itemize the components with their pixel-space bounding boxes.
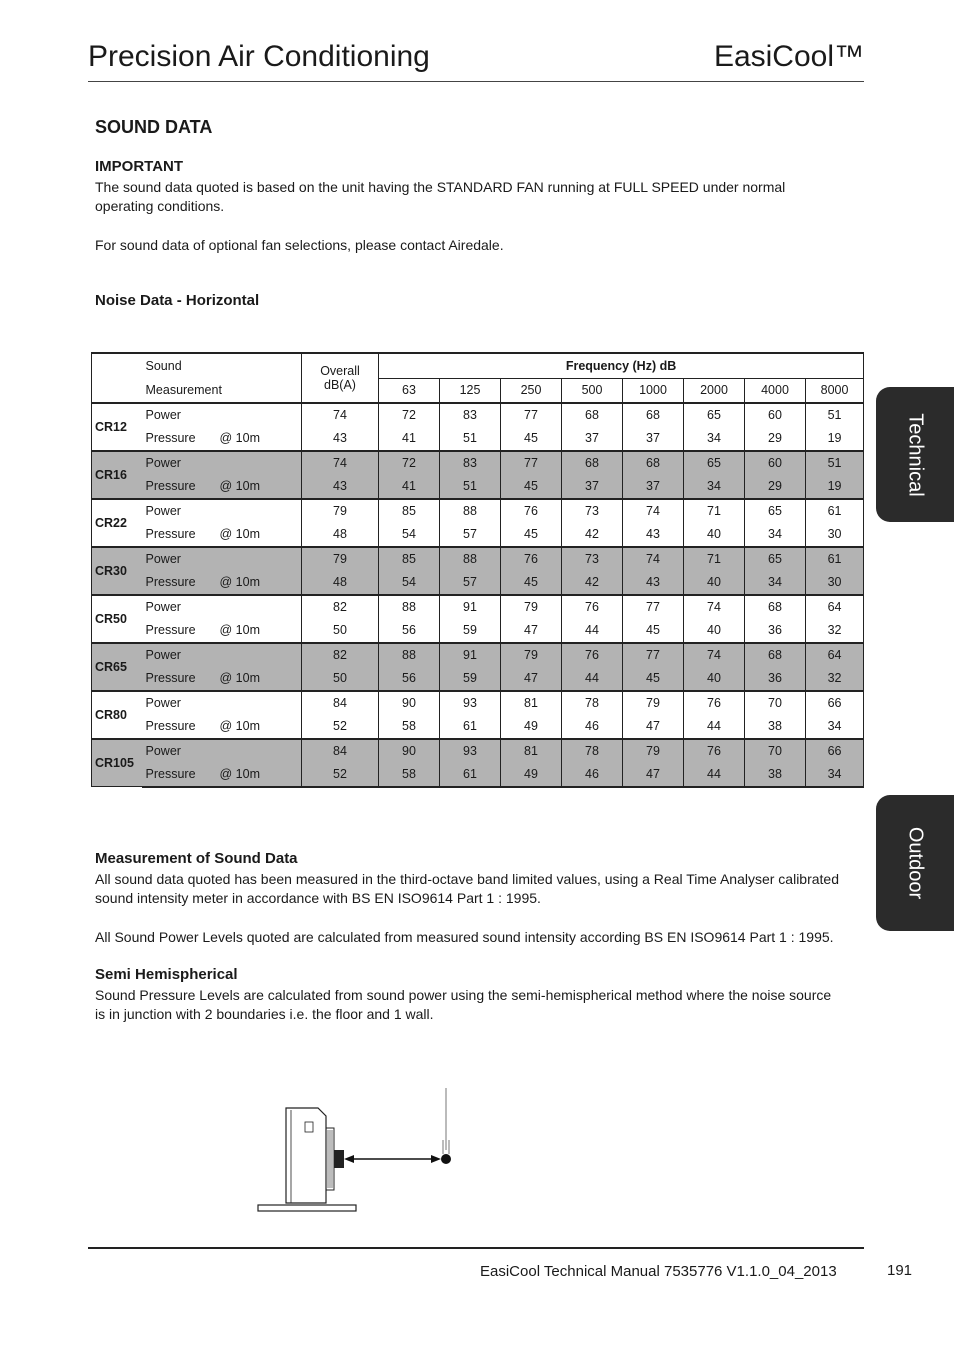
frequency-value: 91: [440, 643, 501, 667]
arrow-head-left: [344, 1155, 354, 1163]
frequency-value: 41: [379, 427, 440, 451]
frequency-value: 49: [501, 715, 562, 739]
pressure-label: Pressure: [145, 431, 196, 445]
frequency-value: 61: [806, 499, 864, 523]
model-label: CR22: [92, 499, 142, 547]
footer-divider: [88, 1247, 864, 1249]
frequency-value: 51: [806, 403, 864, 427]
frequency-value: 34: [745, 523, 806, 547]
model-label: CR12: [92, 403, 142, 451]
frequency-value: 73: [562, 547, 623, 571]
frequency-value: 85: [379, 547, 440, 571]
frequency-value: 77: [623, 595, 684, 619]
overall-value: 52: [302, 715, 379, 739]
power-label: Power: [145, 408, 181, 422]
table-row: [92, 763, 864, 787]
power-label: Power: [145, 552, 181, 566]
frequency-value: 44: [562, 667, 623, 691]
frequency-value: 79: [501, 595, 562, 619]
frequency-value: 74: [623, 499, 684, 523]
distance-label: @ 10m: [219, 767, 260, 781]
model-label: CR50: [92, 595, 142, 643]
overall-value: 74: [302, 451, 379, 475]
frequency-value: 46: [562, 715, 623, 739]
model-label: CR105: [92, 739, 142, 787]
table-row: [92, 427, 864, 451]
frequency-value: 60: [745, 451, 806, 475]
frequency-value: 29: [745, 475, 806, 499]
frequency-value: 90: [379, 739, 440, 763]
frequency-value: 88: [440, 499, 501, 523]
pressure-label: Pressure: [145, 527, 196, 541]
frequency-header-cell: 63: [379, 378, 440, 403]
semi-line-2: is in junction with 2 boundaries i.e. the floor and 1 wall.: [95, 1006, 434, 1022]
semi-line-1: Sound Pressure Levels are calculated from sound power using the semi-hemispherical method where the noise source: [95, 987, 832, 1003]
distance-label: @ 10m: [219, 479, 260, 493]
table-row: [92, 595, 864, 619]
frequency-value: 91: [440, 595, 501, 619]
frequency-value: 65: [684, 451, 745, 475]
distance-label: @ 10m: [219, 431, 260, 445]
frequency-value: 70: [745, 691, 806, 715]
table-row: [92, 691, 864, 715]
frequency-value: 36: [745, 619, 806, 643]
overall-value: 84: [302, 739, 379, 763]
frequency-value: 81: [501, 739, 562, 763]
tab-technical-label: Technical: [904, 412, 927, 497]
frequency-value: 78: [562, 739, 623, 763]
important-text: [95, 178, 865, 216]
microphone-icon: [441, 1154, 451, 1164]
important-line-1: The sound data quoted is based on the unit having the STANDARD FAN running at FULL SPEED under normal: [95, 179, 786, 195]
power-measurement-cell: [142, 403, 302, 427]
distance-label: @ 10m: [219, 575, 260, 589]
frequency-value: 43: [623, 523, 684, 547]
page-number: 191: [887, 1262, 913, 1279]
frequency-value: 47: [501, 667, 562, 691]
pressure-label: Pressure: [145, 575, 196, 589]
frequency-value: 93: [440, 739, 501, 763]
frequency-value: 90: [379, 691, 440, 715]
overall-value: 50: [302, 619, 379, 643]
page-header-brand: EasiCool™: [713, 40, 864, 73]
frequency-value: 45: [623, 667, 684, 691]
measurement-power-text: All Sound Power Levels quoted are calculated from measured sound intensity according BS EN ISO9614 Part 1 : 1995.: [95, 929, 834, 945]
section-title: SOUND DATA: [95, 117, 213, 137]
frequency-header-cell: 8000: [806, 378, 864, 403]
condenser-unit: [286, 1108, 344, 1203]
frequency-header-cell: 2000: [684, 378, 745, 403]
frequency-value: 40: [684, 619, 745, 643]
measurement-label: Measurement: [142, 378, 302, 403]
frequency-value: 78: [562, 691, 623, 715]
overall-label-1: Overall: [320, 363, 360, 378]
semi-hemispherical-heading: Semi Hemispherical: [95, 966, 238, 983]
power-label: Power: [145, 504, 181, 518]
table-row: [92, 403, 864, 427]
frequency-value: 76: [562, 643, 623, 667]
power-measurement-cell: [142, 451, 302, 475]
frequency-value: 40: [684, 571, 745, 595]
frequency-value: 68: [562, 451, 623, 475]
frequency-value: 79: [623, 739, 684, 763]
frequency-value: 79: [623, 691, 684, 715]
frequency-value: 47: [501, 619, 562, 643]
frequency-value: 36: [745, 667, 806, 691]
page-header-title: Precision Air Conditioning: [88, 40, 430, 73]
frequency-value: 65: [745, 547, 806, 571]
frequency-value: 45: [501, 427, 562, 451]
overall-value: 82: [302, 643, 379, 667]
pressure-label: Pressure: [145, 719, 196, 733]
sound-label: Sound: [142, 353, 302, 378]
pressure-measurement-cell: [142, 475, 302, 499]
frequency-value: 29: [745, 427, 806, 451]
frequency-value: 68: [623, 451, 684, 475]
power-measurement-cell: [142, 739, 302, 763]
frequency-value: 59: [440, 619, 501, 643]
frequency-value: 30: [806, 571, 864, 595]
table-row: [92, 667, 864, 691]
frequency-value: 59: [440, 667, 501, 691]
frequency-value: 54: [379, 523, 440, 547]
power-measurement-cell: [142, 643, 302, 667]
frequency-value: 47: [623, 715, 684, 739]
measurement-text: [95, 870, 875, 908]
frequency-header-cell: 500: [562, 378, 623, 403]
frequency-value: 19: [806, 427, 864, 451]
model-label: CR16: [92, 451, 142, 499]
pressure-label: Pressure: [145, 623, 196, 637]
frequency-value: 49: [501, 763, 562, 787]
model-label: CR80: [92, 691, 142, 739]
semi-hemispherical-diagram: [250, 1080, 470, 1220]
frequency-value: 32: [806, 619, 864, 643]
frequency-value: 88: [379, 643, 440, 667]
frequency-value: 93: [440, 691, 501, 715]
frequency-value: 46: [562, 763, 623, 787]
table-row: [92, 523, 864, 547]
frequency-value: 34: [806, 763, 864, 787]
frequency-value: 47: [623, 763, 684, 787]
noise-data-heading: Noise Data - Horizontal: [95, 292, 260, 309]
pressure-measurement-cell: [142, 523, 302, 547]
frequency-value: 81: [501, 691, 562, 715]
frequency-value: 76: [684, 691, 745, 715]
model-label: CR65: [92, 643, 142, 691]
frequency-header-cell: 125: [440, 378, 501, 403]
table-row: [92, 475, 864, 499]
frequency-value: 19: [806, 475, 864, 499]
frequency-value: 66: [806, 739, 864, 763]
frequency-value: 34: [806, 715, 864, 739]
frequency-value: 45: [501, 475, 562, 499]
frequency-value: 64: [806, 643, 864, 667]
pressure-measurement-cell: [142, 715, 302, 739]
pressure-label: Pressure: [145, 479, 196, 493]
semi-hemispherical-text: [95, 986, 875, 1024]
frequency-header-cell: 1000: [623, 378, 684, 403]
header-divider: [88, 81, 864, 82]
frequency-value: 45: [623, 619, 684, 643]
frequency-value: 65: [684, 403, 745, 427]
frequency-value: 72: [379, 451, 440, 475]
frequency-value: 37: [623, 475, 684, 499]
frequency-value: 64: [806, 595, 864, 619]
power-measurement-cell: [142, 691, 302, 715]
frequency-value: 79: [501, 643, 562, 667]
floor-slab: [258, 1205, 356, 1211]
overall-value: 82: [302, 595, 379, 619]
power-label: Power: [145, 696, 181, 710]
frequency-value: 34: [684, 475, 745, 499]
frequency-value: 38: [745, 763, 806, 787]
frequency-header: Frequency (Hz) dB: [379, 353, 864, 378]
measurement-line-2: sound intensity meter in accordance with BS EN ISO9614 Part 1 : 1995.: [95, 890, 541, 906]
power-label: Power: [145, 600, 181, 614]
frequency-value: 57: [440, 523, 501, 547]
frequency-value: 68: [745, 595, 806, 619]
frequency-value: 51: [806, 451, 864, 475]
frequency-value: 77: [623, 643, 684, 667]
frequency-value: 44: [684, 715, 745, 739]
frequency-value: 37: [562, 475, 623, 499]
overall-label-2: dB(A): [324, 377, 356, 392]
frequency-value: 42: [562, 571, 623, 595]
frequency-value: 88: [379, 595, 440, 619]
frequency-header-cell: 250: [501, 378, 562, 403]
frequency-value: 71: [684, 499, 745, 523]
distance-label: @ 10m: [219, 671, 260, 685]
frequency-value: 85: [379, 499, 440, 523]
pressure-measurement-cell: [142, 427, 302, 451]
frequency-value: 54: [379, 571, 440, 595]
overall-value: 50: [302, 667, 379, 691]
frequency-value: 42: [562, 523, 623, 547]
important-line-2: operating conditions.: [95, 198, 225, 214]
frequency-value: 58: [379, 763, 440, 787]
frequency-value: 74: [684, 595, 745, 619]
frequency-value: 88: [440, 547, 501, 571]
important-contact-text: For sound data of optional fan selections, please contact Airedale.: [95, 237, 504, 253]
frequency-value: 68: [745, 643, 806, 667]
frequency-value: 37: [562, 427, 623, 451]
frequency-value: 56: [379, 667, 440, 691]
frequency-value: 40: [684, 667, 745, 691]
distance-label: @ 10m: [219, 527, 260, 541]
table-row: [92, 571, 864, 595]
frequency-value: 77: [501, 403, 562, 427]
frequency-value: 70: [745, 739, 806, 763]
overall-value: 84: [302, 691, 379, 715]
frequency-value: 71: [684, 547, 745, 571]
overall-value: 43: [302, 427, 379, 451]
measurement-heading: Measurement of Sound Data: [95, 850, 298, 867]
table-row: [92, 451, 864, 475]
frequency-value: 76: [501, 499, 562, 523]
overall-value: 79: [302, 547, 379, 571]
power-label: Power: [145, 648, 181, 662]
distance-label: @ 10m: [219, 719, 260, 733]
tab-outdoor-label: Outdoor: [904, 826, 927, 900]
arrow-head-right: [431, 1155, 441, 1163]
frequency-value: 44: [562, 619, 623, 643]
frequency-value: 45: [501, 571, 562, 595]
tab-outdoor[interactable]: [876, 795, 954, 931]
power-label: Power: [145, 744, 181, 758]
frequency-value: 74: [623, 547, 684, 571]
frequency-value: 57: [440, 571, 501, 595]
frequency-value: 83: [440, 403, 501, 427]
table-row: [92, 643, 864, 667]
overall-value: 74: [302, 403, 379, 427]
frequency-value: 44: [684, 763, 745, 787]
pressure-measurement-cell: [142, 667, 302, 691]
frequency-value: 51: [440, 475, 501, 499]
frequency-value: 58: [379, 715, 440, 739]
overall-value: 52: [302, 763, 379, 787]
frequency-value: 43: [623, 571, 684, 595]
pressure-measurement-cell: [142, 571, 302, 595]
table-row: [92, 619, 864, 643]
table-row: [92, 739, 864, 763]
pressure-measurement-cell: [142, 763, 302, 787]
frequency-value: 76: [684, 739, 745, 763]
table-row: [92, 499, 864, 523]
frequency-value: 60: [745, 403, 806, 427]
noise-data-table: [91, 352, 864, 788]
frequency-value: 40: [684, 523, 745, 547]
frequency-value: 37: [623, 427, 684, 451]
overall-value: 48: [302, 571, 379, 595]
overall-value: 43: [302, 475, 379, 499]
table-corner: [92, 353, 142, 403]
power-measurement-cell: [142, 499, 302, 523]
frequency-value: 73: [562, 499, 623, 523]
frequency-value: 34: [745, 571, 806, 595]
frequency-value: 65: [745, 499, 806, 523]
frequency-value: 38: [745, 715, 806, 739]
overall-value: 48: [302, 523, 379, 547]
frequency-value: 77: [501, 451, 562, 475]
frequency-value: 68: [623, 403, 684, 427]
power-measurement-cell: [142, 547, 302, 571]
frequency-value: 30: [806, 523, 864, 547]
tab-technical[interactable]: [876, 387, 954, 522]
frequency-value: 56: [379, 619, 440, 643]
frequency-value: 41: [379, 475, 440, 499]
frequency-value: 72: [379, 403, 440, 427]
pressure-label: Pressure: [145, 767, 196, 781]
important-heading: IMPORTANT: [95, 158, 184, 175]
overall-header: [302, 353, 379, 403]
power-measurement-cell: [142, 595, 302, 619]
measurement-line-1: All sound data quoted has been measured in the third-octave band limited values, using a Real Time Analyser calibrated: [95, 871, 840, 887]
frequency-value: 74: [684, 643, 745, 667]
pressure-measurement-cell: [142, 619, 302, 643]
table-row: [92, 715, 864, 739]
table-row: [92, 547, 864, 571]
frequency-header-cell: 4000: [745, 378, 806, 403]
frequency-value: 68: [562, 403, 623, 427]
power-label: Power: [145, 456, 181, 470]
model-label: CR30: [92, 547, 142, 595]
frequency-value: 61: [440, 715, 501, 739]
frequency-value: 76: [562, 595, 623, 619]
distance-label: @ 10m: [219, 623, 260, 637]
frequency-value: 51: [440, 427, 501, 451]
footer-manual: EasiCool Technical Manual 7535776 V1.1.0_04_2013: [480, 1263, 837, 1280]
frequency-value: 34: [684, 427, 745, 451]
frequency-value: 61: [806, 547, 864, 571]
frequency-value: 76: [501, 547, 562, 571]
frequency-value: 66: [806, 691, 864, 715]
frequency-value: 45: [501, 523, 562, 547]
frequency-value: 83: [440, 451, 501, 475]
overall-value: 79: [302, 499, 379, 523]
pressure-label: Pressure: [145, 671, 196, 685]
frequency-value: 61: [440, 763, 501, 787]
frequency-value: 32: [806, 667, 864, 691]
